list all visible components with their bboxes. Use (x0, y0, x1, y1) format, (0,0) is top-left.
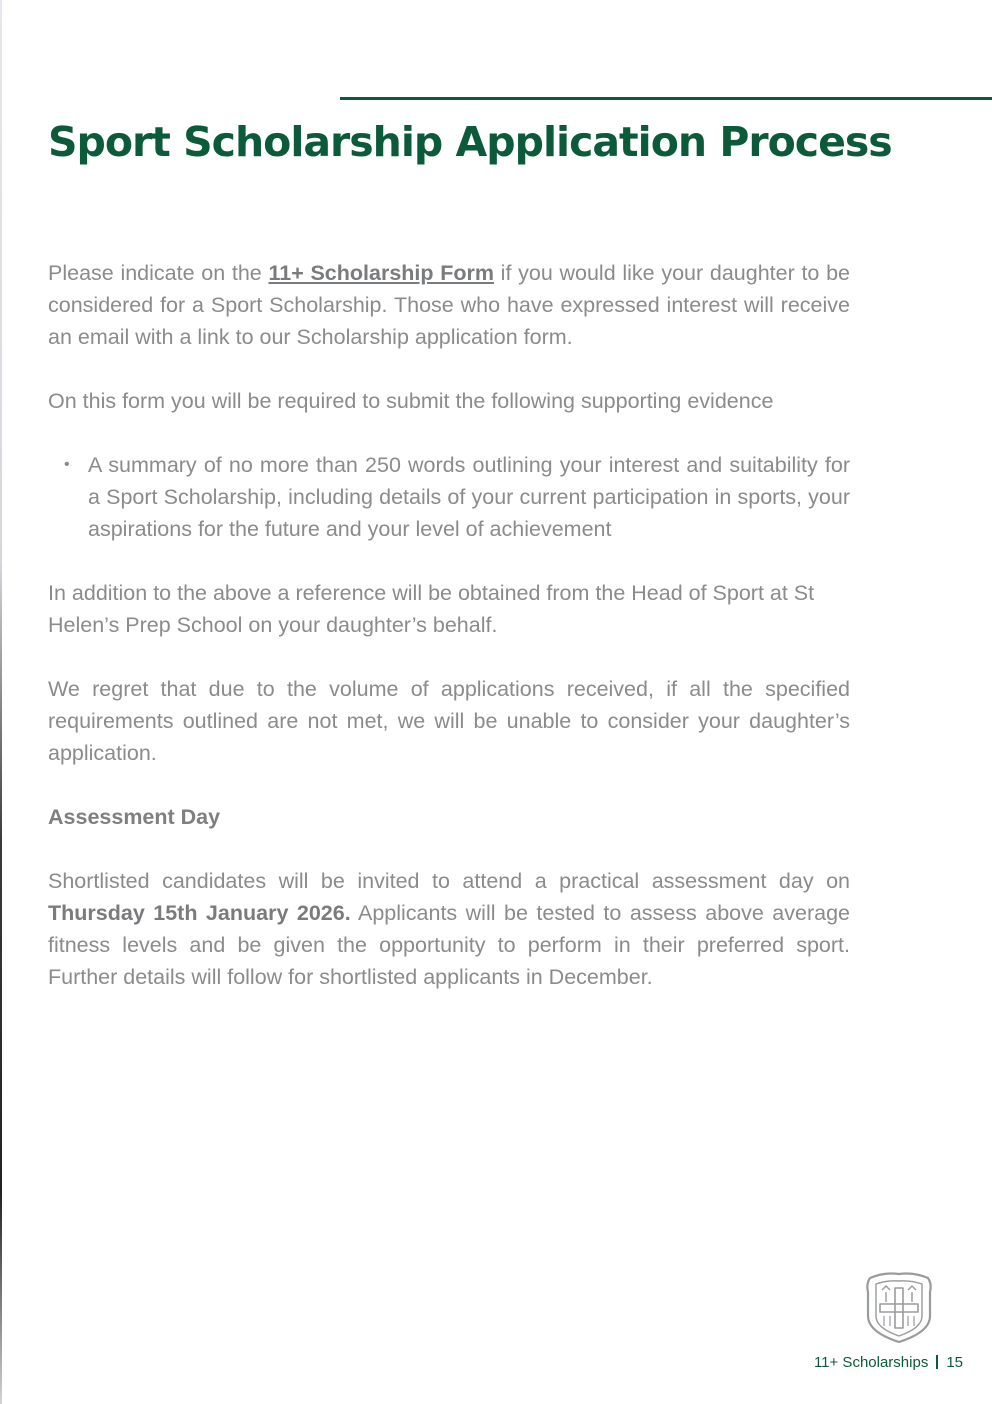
list-item (48, 449, 850, 545)
page-footer (814, 1354, 963, 1371)
assessment-heading: Assessment Day (48, 805, 221, 829)
evidence-list (48, 449, 850, 545)
reference-paragraph: In addition to the above a reference will be obtained from the Head of Sport at St Helen’s Prep School on your daughter’s behalf. (48, 581, 815, 637)
intro-text-start: Please indicate on the (48, 261, 269, 285)
bullet-icon: • (64, 456, 70, 473)
evidence-intro: On this form you will be required to submit the following supporting evidence (48, 389, 774, 413)
top-rule-divider (340, 97, 992, 100)
school-crest-icon (862, 1270, 936, 1344)
intro-text-end: if you would like your daughter to be considered for a Sport Scholarship. Those who have expressed interest will receive an email with a link to our Scholarship application form. (48, 261, 850, 349)
assessment-text-end: Applicants will be tested to assess above average fitness levels and be given the opportunity to perform in their preferred sport. Further details will follow for shortlisted applicants in December. (48, 901, 850, 989)
footer-label: 11+ Scholarships (813, 1354, 929, 1371)
main-content (48, 257, 850, 1025)
page-edge (0, 0, 2, 1404)
assessment-paragraph (48, 865, 850, 993)
footer-separator (936, 1355, 938, 1369)
evidence-item-text: A summary of no more than 250 words outlining your interest and suitability for a Sport Scholarship, including details of your current participation in sports, your aspirations for the future and your level of achievement (88, 453, 850, 541)
regret-paragraph: We regret that due to the volume of applications received, if all the specified requirements outlined are not met, we will be unable to consider your daughter’s application. (48, 677, 850, 765)
intro-paragraph (48, 257, 850, 353)
page-number: 15 (946, 1354, 963, 1371)
page-title: Sport Scholarship Application Process (48, 118, 892, 166)
assessment-date: Thursday 15th January 2026. (48, 901, 351, 925)
assessment-text-start: Shortlisted candidates will be invited to attend a practical assessment day on (48, 869, 850, 893)
scholarship-form-link[interactable]: 11+ Scholarship Form (268, 261, 494, 285)
